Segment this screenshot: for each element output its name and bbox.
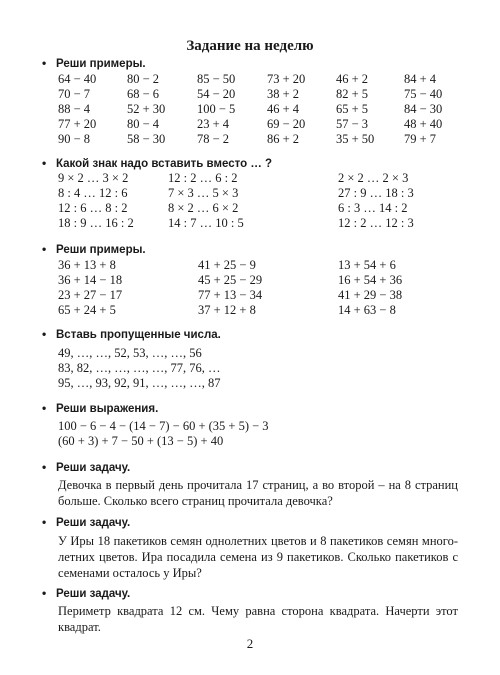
arithmetic-1-cell: 35 + 50	[336, 132, 375, 146]
arithmetic-1-cell: 90 − 8	[58, 132, 91, 146]
sign-comparison-cell: 6 : 3 … 14 : 2	[338, 201, 408, 215]
sign-comparison-cell: 12 : 2 … 12 : 3	[338, 216, 414, 230]
section-heading-7: • Реши задачу.	[42, 515, 131, 529]
sign-comparison-cell: 7 × 3 … 5 × 3	[168, 186, 239, 200]
arithmetic-1-cell: 48 + 40	[404, 117, 443, 131]
arithmetic-1-cell: 77 + 20	[58, 117, 97, 131]
sign-comparison-cell: 9 × 2 … 3 × 2	[58, 171, 129, 185]
arithmetic-1-cell: 80 − 4	[127, 117, 160, 131]
section-heading-8: • Реши задачу.	[42, 586, 131, 600]
expression-2: (60 + 3) + 7 − 50 + (13 − 5) + 40	[58, 434, 224, 448]
arithmetic-1-cell: 38 + 2	[267, 87, 300, 101]
arithmetic-1-cell: 85 − 50	[197, 72, 236, 86]
sign-comparison-cell: 27 : 9 … 18 : 3	[338, 186, 414, 200]
arithmetic-1-cell: 46 + 2	[336, 72, 369, 86]
sign-comparison-cell: 18 : 9 … 16 : 2	[58, 216, 134, 230]
section-heading-1: • Реши примеры.	[42, 56, 146, 70]
missing-sequence-3: 95, …, 93, 92, 91, …, …, …, 87	[58, 376, 221, 390]
arithmetic-1-cell: 57 − 3	[336, 117, 369, 131]
arithmetic-2-cell: 36 + 13 + 8	[58, 258, 116, 272]
missing-sequence-2: 83, 82, …, …, …, …, 77, 76, …	[58, 361, 221, 375]
arithmetic-1-cell: 80 − 2	[127, 72, 160, 86]
arithmetic-1-cell: 75 − 40	[404, 87, 443, 101]
arithmetic-2-cell: 41 + 25 − 9	[198, 258, 256, 272]
expression-1: 100 − 6 − 4 − (14 − 7) − 60 + (35 + 5) − 3	[58, 419, 269, 433]
sign-comparison-cell: 8 × 2 … 6 × 2	[168, 201, 239, 215]
arithmetic-2-cell: 16 + 54 + 36	[338, 273, 403, 287]
arithmetic-1-cell: 100 − 5	[197, 102, 236, 116]
sign-comparison-cell: 8 : 4 … 12 : 6	[58, 186, 128, 200]
arithmetic-1-cell: 69 − 20	[267, 117, 306, 131]
page-title: Задание на неделю	[186, 38, 314, 54]
arithmetic-2-cell: 77 + 13 − 34	[198, 288, 263, 302]
arithmetic-1-cell: 65 + 5	[336, 102, 369, 116]
arithmetic-1-cell: 73 + 20	[267, 72, 306, 86]
arithmetic-2-cell: 14 + 63 − 8	[338, 303, 396, 317]
arithmetic-1-cell: 78 − 2	[197, 132, 230, 146]
section-heading-6: • Реши задачу.	[42, 460, 131, 474]
arithmetic-2-cell: 13 + 54 + 6	[338, 258, 396, 272]
arithmetic-1-cell: 88 − 4	[58, 102, 91, 116]
task-1-text: Девочка в первый день прочитала 17 страниц, а во второй – на 8 страниц больше. Сколько всего страниц прочитала девочка?	[58, 478, 458, 508]
arithmetic-1-cell: 23 + 4	[197, 117, 230, 131]
arithmetic-1-cell: 68 − 6	[127, 87, 160, 101]
arithmetic-1-cell: 84 − 30	[404, 102, 443, 116]
section-heading-2: • Какой знак надо вставить вместо … ?	[42, 156, 273, 170]
arithmetic-2-cell: 23 + 27 − 17	[58, 288, 123, 302]
missing-sequence-1: 49, …, …, 52, 53, …, …, 56	[58, 346, 202, 360]
page-number: 2	[246, 636, 254, 651]
arithmetic-1-cell: 70 − 7	[58, 87, 91, 101]
task-3-text: Периметр квадрата 12 см. Чему равна сторона квадрата. Начерти этот квадрат.	[58, 604, 458, 634]
arithmetic-2-cell: 41 + 29 − 38	[338, 288, 403, 302]
arithmetic-1-cell: 82 + 5	[336, 87, 369, 101]
arithmetic-1-cell: 58 − 30	[127, 132, 166, 146]
sign-comparison-cell: 14 : 7 … 10 : 5	[168, 216, 244, 230]
task-2-text: У Иры 18 пакетиков семян однолетних цветов и 8 пакетиков семян много- летних цветов. Ира посадила семена из 9 пакетиков. Сколько пакетиков с семенами осталось у Иры?	[58, 534, 458, 580]
section-heading-5: • Реши выражения.	[42, 401, 159, 415]
arithmetic-2-cell: 65 + 24 + 5	[58, 303, 116, 317]
arithmetic-2-cell: 37 + 12 + 8	[198, 303, 256, 317]
arithmetic-1-cell: 52 + 30	[127, 102, 166, 116]
arithmetic-2-cell: 45 + 25 − 29	[198, 273, 263, 287]
section-heading-4: • Вставь пропущенные числа.	[42, 327, 221, 341]
arithmetic-1-cell: 84 + 4	[404, 72, 437, 86]
arithmetic-1-cell: 64 − 40	[58, 72, 97, 86]
sign-comparison-cell: 12 : 6 … 8 : 2	[58, 201, 128, 215]
arithmetic-2-cell: 36 + 14 − 18	[58, 273, 123, 287]
arithmetic-1-cell: 79 + 7	[404, 132, 437, 146]
arithmetic-1-cell: 46 + 4	[267, 102, 300, 116]
arithmetic-1-cell: 86 + 2	[267, 132, 300, 146]
sign-comparison-cell: 2 × 2 … 2 × 3	[338, 171, 409, 185]
arithmetic-1-cell: 54 − 20	[197, 87, 236, 101]
section-heading-3: • Реши примеры.	[42, 242, 146, 256]
sign-comparison-cell: 12 : 2 … 6 : 2	[168, 171, 238, 185]
